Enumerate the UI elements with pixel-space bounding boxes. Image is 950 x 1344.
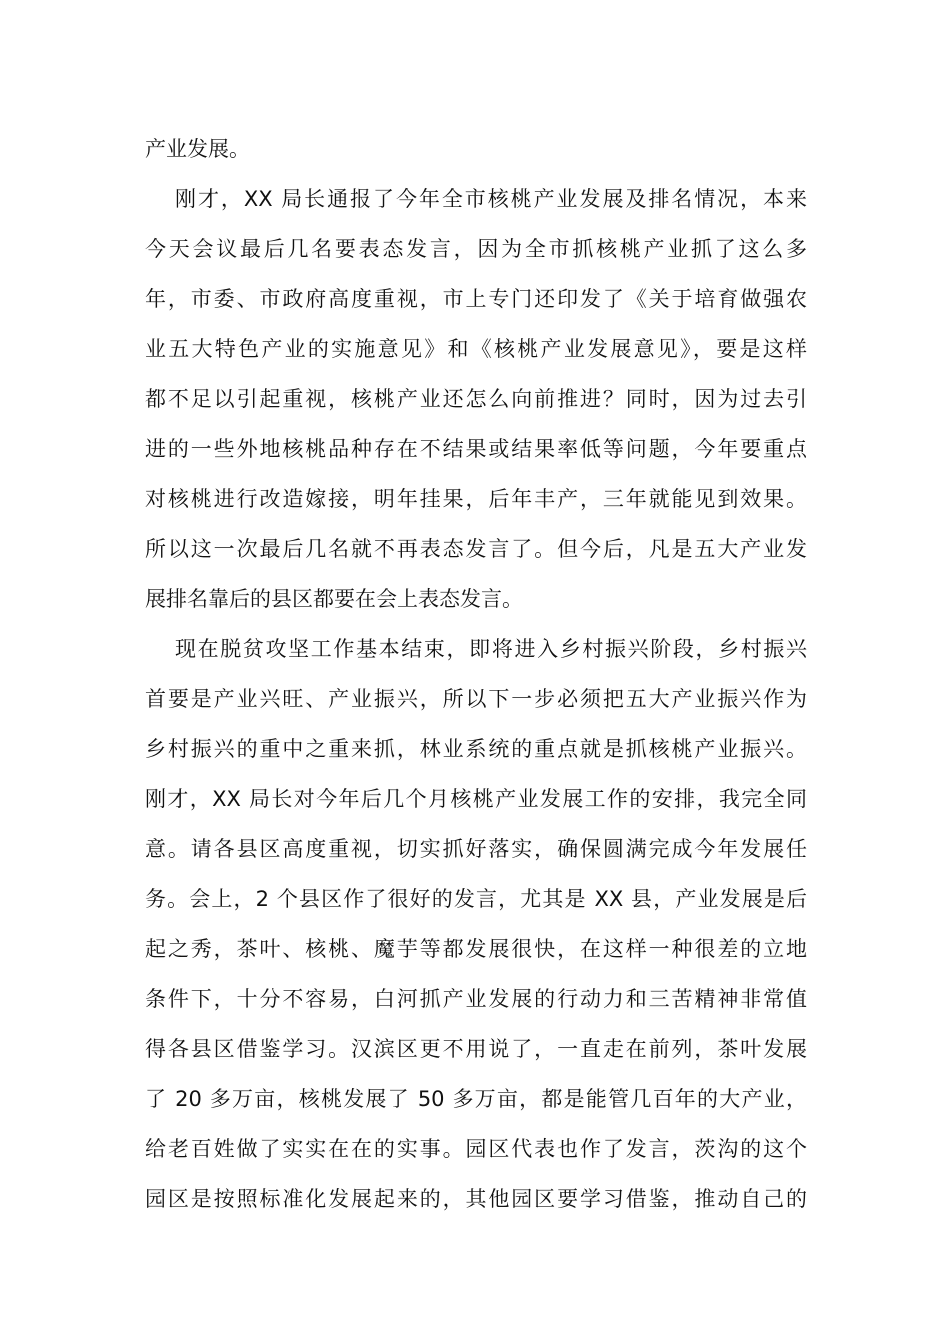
text-line-13: 乡村振兴的重中之重来抓，林业系统的重点就是抓核桃产业振兴。 — [145, 737, 807, 761]
text-line-10: 展排名靠后的县区都要在会上表态发言。 — [145, 587, 523, 611]
text-line-15: 意。请各县区高度重视，切实抓好落实，确保圆满完成今年发展任 — [145, 837, 807, 861]
text-line-11: 现在脱贫攻坚工作基本结束，即将进入乡村振兴阶段，乡村振兴 — [175, 637, 807, 661]
text-line-5: 业五大特色产业的实施意见》和《核桃产业发展意见》，要是这样 — [145, 337, 807, 361]
text-line-1: 产业发展。 — [145, 137, 250, 161]
text-line-6: 都不足以引起重视，核桃产业还怎么向前推进？同时，因为过去引 — [145, 387, 807, 411]
text-line-2: 刚才，XX 局长通报了今年全市核桃产业发展及排名情况，本来 — [175, 187, 807, 211]
text-line-21: 给老百姓做了实实在在的实事。园区代表也作了发言，茨沟的这个 — [145, 1137, 807, 1161]
text-line-22: 园区是按照标准化发展起来的，其他园区要学习借鉴，推动自己的 — [145, 1187, 807, 1211]
text-line-3: 今天会议最后几名要表态发言，因为全市抓核桃产业抓了这么多 — [145, 237, 807, 261]
text-line-8: 对核桃进行改造嫁接，明年挂果，后年丰产，三年就能见到效果。 — [145, 487, 807, 511]
text-line-7: 进的一些外地核桃品种存在不结果或结果率低等问题，今年要重点 — [145, 437, 807, 461]
text-line-20: 了 20 多万亩，核桃发展了 50 多万亩，都是能管几百年的大产业， — [145, 1087, 807, 1111]
text-line-4: 年，市委、市政府高度重视，市上专门还印发了《关于培育做强农 — [145, 287, 807, 311]
text-line-16: 务。会上，2 个县区作了很好的发言，尤其是 XX 县，产业发展是后 — [145, 887, 807, 911]
text-line-9: 所以这一次最后几名就不再表态发言了。但今后，凡是五大产业发 — [145, 537, 807, 561]
text-line-17: 起之秀，茶叶、核桃、魔芋等都发展很快，在这样一种很差的立地 — [145, 937, 807, 961]
text-line-14: 刚才，XX 局长对今年后几个月核桃产业发展工作的安排，我完全同 — [145, 787, 807, 811]
text-line-19: 得各县区借鉴学习。汉滨区更不用说了，一直走在前列，茶叶发展 — [145, 1037, 807, 1061]
text-line-18: 条件下，十分不容易，白河抓产业发展的行动力和三苦精神非常值 — [145, 987, 807, 1011]
text-line-12: 首要是产业兴旺、产业振兴，所以下一步必须把五大产业振兴作为 — [145, 687, 807, 711]
